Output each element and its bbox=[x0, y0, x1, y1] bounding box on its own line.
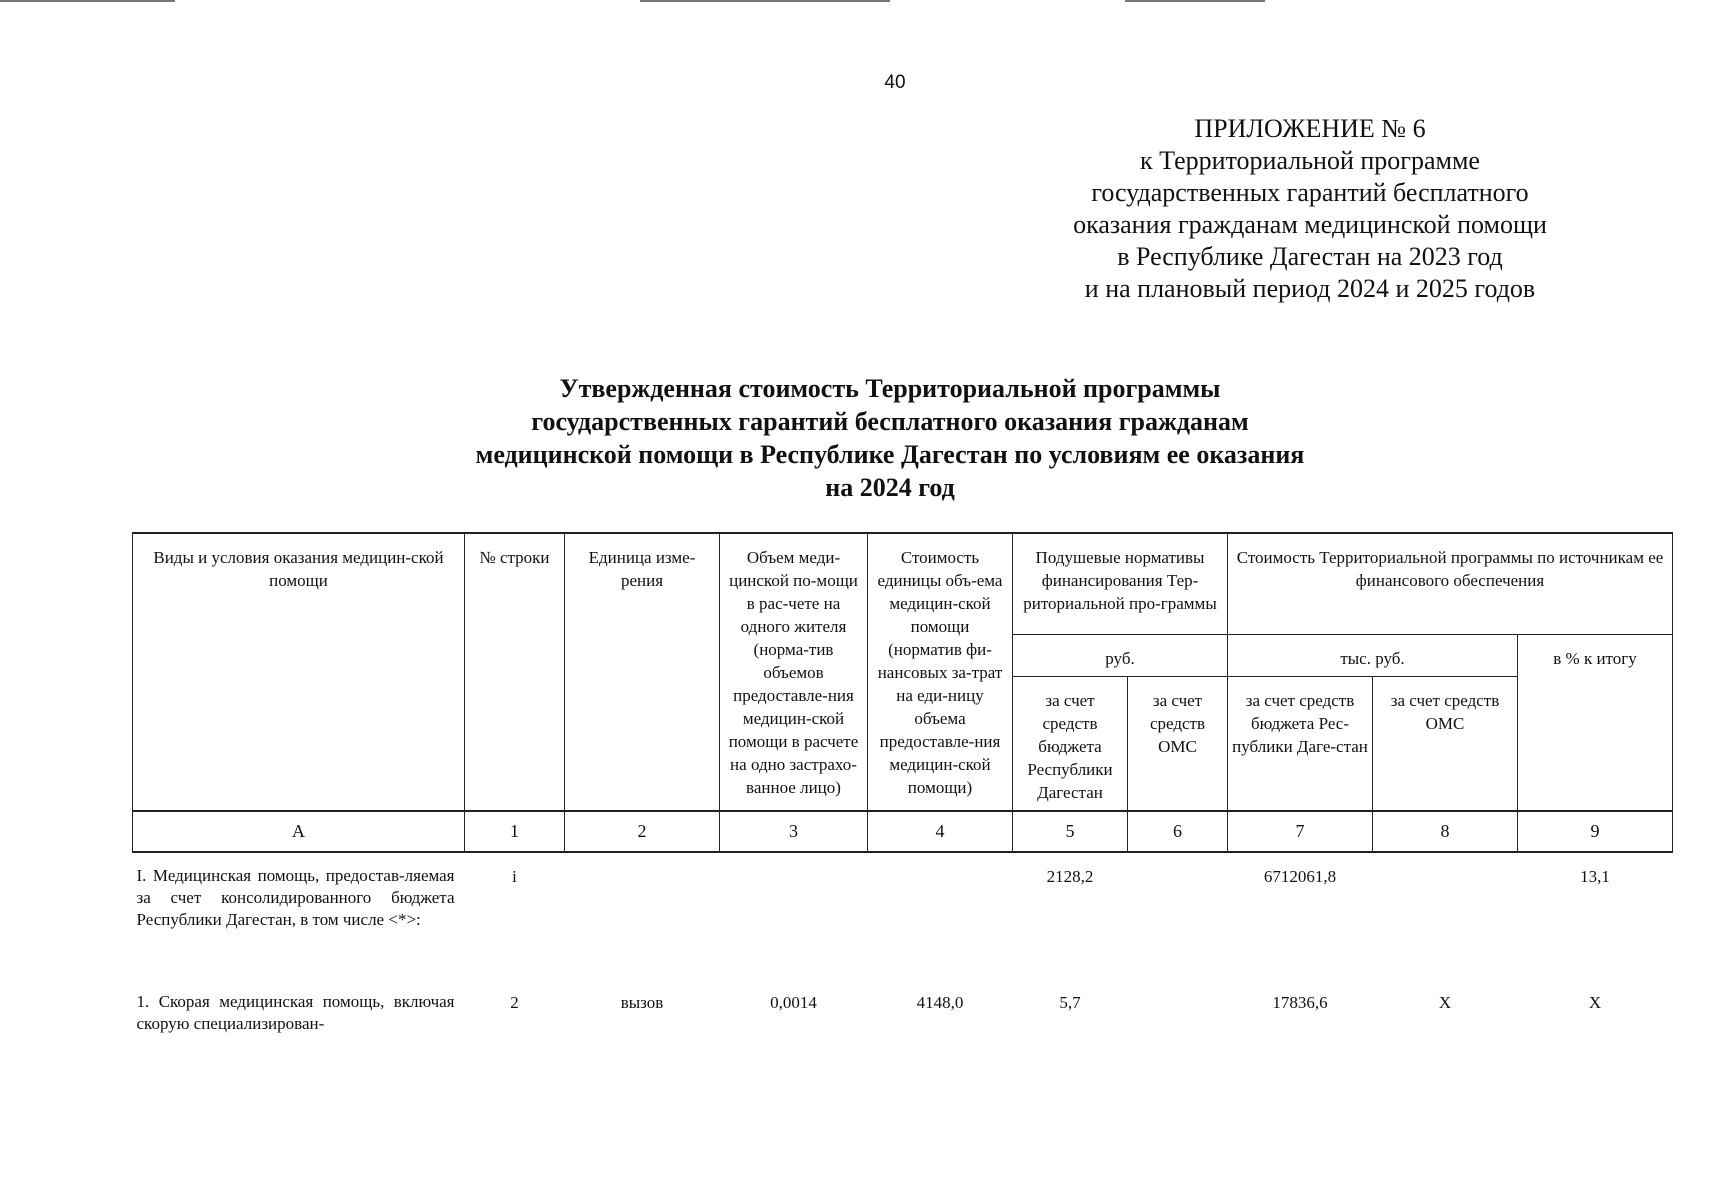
header-percent: в % к итогу bbox=[1518, 635, 1673, 812]
document-title bbox=[300, 372, 1480, 504]
row-cost-oms: Х bbox=[1438, 993, 1452, 1012]
column-index-row bbox=[133, 811, 1673, 852]
header-rub: руб. bbox=[1013, 635, 1228, 677]
header-budget-rd: за счет средств бюджета Республики Дагестан bbox=[1013, 677, 1128, 812]
row-percent: 13,1 bbox=[1580, 867, 1610, 886]
header-budget-rd-2: за счет средств бюджета Рес-публики Даге-стан bbox=[1228, 677, 1373, 812]
title-line: медицинской помощи в Республике Дагестан по условиям ее оказания bbox=[475, 440, 1305, 469]
row-volume: 0,0014 bbox=[770, 993, 817, 1012]
appendix-line: к Территориальной программе bbox=[1140, 146, 1480, 175]
header-thousand-rub: тыс. руб. bbox=[1228, 635, 1518, 677]
row-number: 2 bbox=[510, 993, 519, 1012]
scan-edge-line-right bbox=[1125, 0, 1265, 2]
column-index: 1 bbox=[465, 811, 565, 852]
column-index: 2 bbox=[565, 811, 720, 852]
row-per-capita-oms bbox=[1128, 979, 1228, 1041]
column-index: А bbox=[133, 811, 465, 852]
header-program-cost: Стоимость Территориальной программы по источникам ее финансового обеспечения bbox=[1228, 533, 1673, 635]
title-line: государственных гарантий бесплатного оказания гражданам bbox=[531, 407, 1249, 436]
row-unit bbox=[565, 852, 720, 979]
header-per-capita: Подушевые нормативы финансирования Тер-риториальной про-граммы bbox=[1013, 533, 1228, 635]
header-unit: Единица изме-рения bbox=[565, 533, 720, 811]
row-cost-budget: 17836,6 bbox=[1272, 993, 1328, 1012]
row-volume bbox=[720, 852, 868, 979]
header-row-1 bbox=[133, 533, 1673, 635]
title-line: на 2024 год bbox=[825, 473, 955, 502]
column-index: 4 bbox=[868, 811, 1013, 852]
column-index: 7 bbox=[1228, 811, 1373, 852]
row-per-capita-oms bbox=[1128, 852, 1228, 979]
appendix-block bbox=[1020, 113, 1600, 305]
row-per-capita-budget: 2128,2 bbox=[1046, 867, 1094, 886]
appendix-line: государственных гарантий бесплатного bbox=[1091, 178, 1529, 207]
appendix-line: ПРИЛОЖЕНИЕ № 6 bbox=[1194, 114, 1426, 143]
table-row bbox=[133, 852, 1673, 979]
row-number: i bbox=[512, 867, 517, 886]
scan-edge-line-left bbox=[0, 0, 175, 2]
appendix-line: в Республике Дагестан на 2023 год bbox=[1117, 242, 1503, 271]
header-unit-cost: Стоимость единицы объ-ема медицин-ской помощи (норматив фи-нансовых за-трат на еди-ницу объема предоставле-ния медицин-ской помощи) bbox=[868, 533, 1013, 811]
row-name: 1. Скорая медицинская помощь, включая скорую специализирован- bbox=[136, 992, 455, 1033]
header-row-no: № строки bbox=[465, 533, 565, 811]
title-line: Утвержденная стоимость Территориальной программы bbox=[559, 374, 1221, 403]
appendix-line: и на плановый период 2024 и 2025 годов bbox=[1084, 274, 1536, 303]
page-number: 40 bbox=[884, 72, 906, 93]
column-index: 9 bbox=[1518, 811, 1673, 852]
row-cost-budget: 6712061,8 bbox=[1263, 867, 1337, 886]
header-oms-2: за счет средств ОМС bbox=[1373, 677, 1518, 812]
row-cost-oms bbox=[1373, 852, 1518, 979]
column-index: 3 bbox=[720, 811, 868, 852]
row-name: I. Медицинская помощь, предостав-ляемая за счет консолидированного бюджета Республики Дагестан, в том числе <*>: bbox=[136, 866, 455, 929]
header-volume: Объем меди-цинской по-мощи в рас-чете на одного жителя (норма-тив объемов предоставле-ния медицин-ской помощи в расчете на одно застрахо-ванное лицо) bbox=[720, 533, 868, 811]
header-oms: за счет средств ОМС bbox=[1128, 677, 1228, 812]
column-index: 8 bbox=[1373, 811, 1518, 852]
scan-edge-line-mid bbox=[640, 0, 890, 2]
header-kind: Виды и условия оказания медицин-ской помощи bbox=[133, 533, 465, 811]
appendix-line: оказания гражданам медицинской помощи bbox=[1073, 210, 1547, 239]
row-unit-cost: 4148,0 bbox=[916, 993, 964, 1012]
row-unit: вызов bbox=[620, 993, 664, 1012]
table-row bbox=[133, 979, 1673, 1041]
row-unit-cost bbox=[868, 852, 1013, 979]
row-percent: Х bbox=[1588, 993, 1602, 1012]
column-index: 5 bbox=[1013, 811, 1128, 852]
cost-table bbox=[132, 532, 1673, 1041]
column-index: 6 bbox=[1128, 811, 1228, 852]
row-per-capita-budget: 5,7 bbox=[1059, 993, 1081, 1012]
